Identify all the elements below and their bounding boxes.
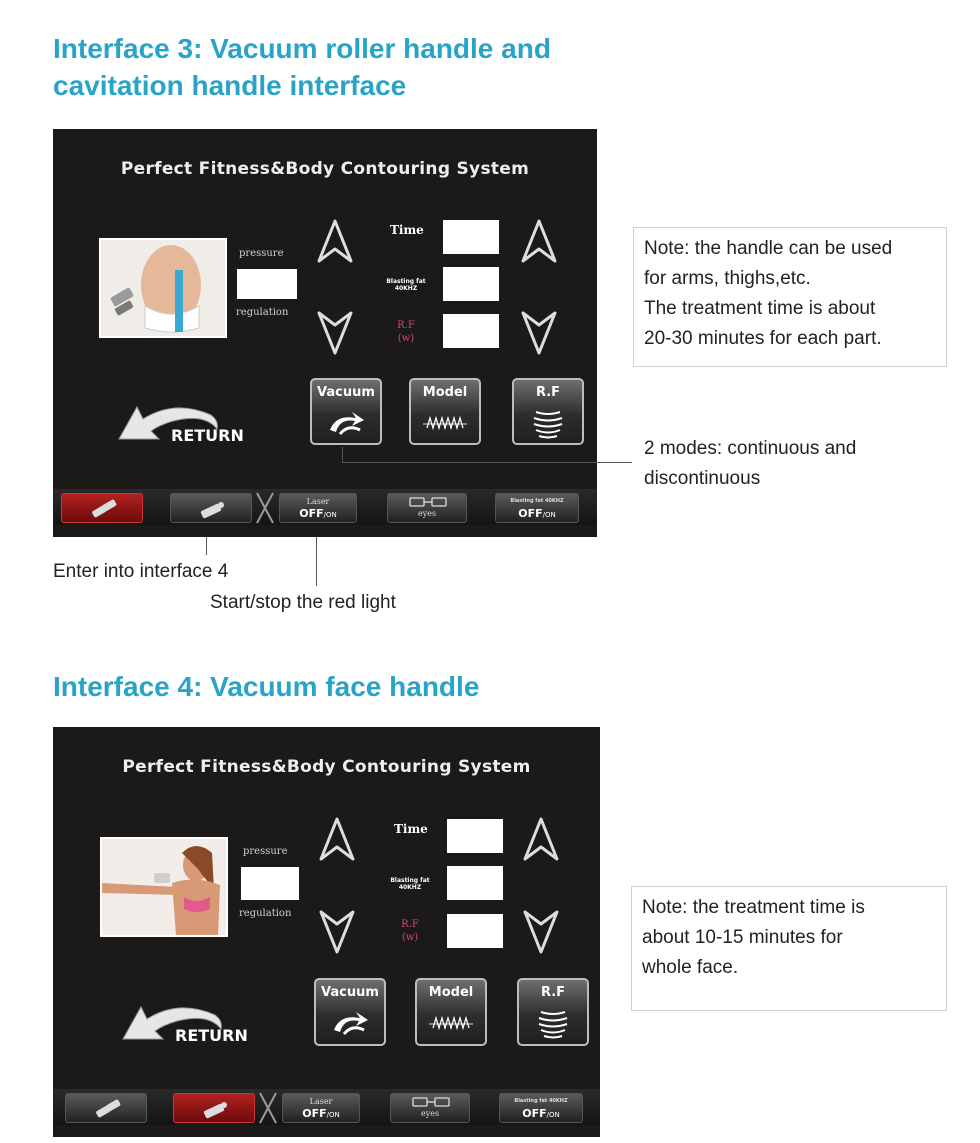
glasses-icon xyxy=(411,1097,451,1107)
pressure-up-arrow-icon[interactable] xyxy=(317,219,353,263)
pulse-wave-icon xyxy=(427,1014,475,1032)
rf-button[interactable] xyxy=(512,378,584,445)
bottom-bar xyxy=(53,489,597,525)
rf-power-label: R.F (w) xyxy=(401,919,419,943)
roller-handle-button[interactable] xyxy=(65,1093,147,1123)
vacuum-swirl-icon xyxy=(326,410,366,436)
blasting-fat-state: OFF/ON xyxy=(518,507,556,520)
pressure-label: pressure xyxy=(243,846,288,857)
value-up-arrow-icon[interactable] xyxy=(523,817,559,861)
laser-label: Laser xyxy=(306,497,330,506)
face-photo-icon xyxy=(102,839,226,935)
rf-button[interactable] xyxy=(517,978,589,1046)
note-line: whole face. xyxy=(642,957,739,978)
connector-line xyxy=(206,537,207,555)
interface3-heading-line2: cavitation handle interface xyxy=(53,70,407,101)
blasting-fat-value-box xyxy=(447,866,503,900)
eyes-button[interactable] xyxy=(390,1093,470,1123)
annotation-line: discontinuous xyxy=(644,468,761,489)
note-line: about 10-15 minutes for xyxy=(642,927,843,948)
return-label[interactable]: RETURN xyxy=(171,426,244,445)
laser-state: OFF/ON xyxy=(302,1107,340,1120)
face-handle-icon xyxy=(199,499,227,519)
note-line: The treatment time is about xyxy=(644,298,876,319)
treatment-photo xyxy=(99,238,227,338)
interface3-note xyxy=(633,227,947,367)
separator-x-icon xyxy=(254,491,276,525)
note-line: 20-30 minutes for each part. xyxy=(644,328,882,349)
laser-state: OFF/ON xyxy=(299,507,337,520)
face-handle-button[interactable] xyxy=(170,493,252,523)
regulation-label: regulation xyxy=(239,908,292,919)
blasting-fat-toggle-button[interactable] xyxy=(499,1093,583,1123)
time-label: Time xyxy=(390,223,424,237)
eyes-label: eyes xyxy=(417,509,437,518)
pressure-label: pressure xyxy=(239,248,284,259)
red-light-annotation: Start/stop the red light xyxy=(210,592,396,613)
vacuum-button-label: Vacuum xyxy=(321,985,379,1000)
time-label: Time xyxy=(394,822,428,836)
modes-annotation xyxy=(644,434,856,494)
roller-handle-button[interactable] xyxy=(61,493,143,523)
blasting-fat-value-box xyxy=(443,267,499,301)
pulse-wave-icon xyxy=(421,414,469,432)
interface4-note xyxy=(631,886,947,1011)
value-up-arrow-icon[interactable] xyxy=(521,219,557,263)
annotation-line: 2 modes: continuous and xyxy=(644,438,857,459)
note-line: for arms, thighs,etc. xyxy=(644,268,811,289)
laser-toggle-button[interactable] xyxy=(279,493,357,523)
pressure-value-box xyxy=(241,867,299,900)
blasting-fat-label: Blasting fat 40KHZ xyxy=(390,877,430,891)
body-photo-icon xyxy=(101,240,225,336)
connector-line xyxy=(342,462,632,463)
eyes-button[interactable] xyxy=(387,493,467,523)
glasses-icon xyxy=(408,497,448,507)
value-down-arrow-icon[interactable] xyxy=(521,311,557,355)
laser-label: Laser xyxy=(309,1097,333,1106)
vacuum-button[interactable] xyxy=(314,978,386,1046)
pressure-value-box xyxy=(237,269,297,299)
vacuum-swirl-icon xyxy=(330,1010,370,1036)
laser-toggle-button[interactable] xyxy=(282,1093,360,1123)
time-value-box xyxy=(447,819,503,853)
model-button-label: Model xyxy=(422,385,468,400)
interface4-screen xyxy=(53,727,600,1137)
pressure-down-arrow-icon[interactable] xyxy=(319,910,355,954)
screen-title: Perfect Fitness&Body Contouring System xyxy=(120,159,530,179)
roller-handle-icon xyxy=(90,499,118,519)
eyes-label: eyes xyxy=(420,1109,440,1118)
screen-title: Perfect Fitness&Body Contouring System xyxy=(122,757,531,777)
blasting-fat-toggle-label: Blasting fat 40KHZ xyxy=(514,1098,568,1104)
rf-power-label: R.F (w) xyxy=(397,320,415,344)
return-label[interactable]: RETURN xyxy=(175,1026,248,1045)
rf-wave-icon xyxy=(533,1008,573,1040)
blasting-fat-toggle-button[interactable] xyxy=(495,493,579,523)
enter-interface4-annotation: Enter into interface 4 xyxy=(53,561,229,582)
model-button-label: Model xyxy=(428,985,474,1000)
value-down-arrow-icon[interactable] xyxy=(523,910,559,954)
rf-value-box xyxy=(447,914,503,948)
note-line: Note: the treatment time is xyxy=(642,897,865,918)
connector-line xyxy=(342,447,343,463)
separator-x-icon xyxy=(257,1091,279,1125)
model-button[interactable] xyxy=(415,978,487,1046)
treatment-photo xyxy=(100,837,228,937)
rf-button-label: R.F xyxy=(535,385,561,400)
interface3-screen xyxy=(53,129,597,537)
time-value-box xyxy=(443,220,499,254)
model-button[interactable] xyxy=(409,378,481,445)
rf-value-box xyxy=(443,314,499,348)
note-line: Note: the handle can be used xyxy=(644,238,893,259)
pressure-up-arrow-icon[interactable] xyxy=(319,817,355,861)
face-handle-icon xyxy=(202,1099,230,1119)
interface4-heading: Interface 4: Vacuum face handle xyxy=(53,671,480,702)
rf-button-label: R.F xyxy=(540,985,566,1000)
face-handle-button[interactable] xyxy=(173,1093,255,1123)
vacuum-button[interactable] xyxy=(310,378,382,445)
pressure-down-arrow-icon[interactable] xyxy=(317,311,353,355)
bottom-bar xyxy=(53,1089,600,1125)
blasting-fat-state: OFF/ON xyxy=(522,1107,560,1120)
interface3-heading-line1: Interface 3: Vacuum roller handle and xyxy=(53,33,551,64)
vacuum-button-label: Vacuum xyxy=(317,385,375,400)
blasting-fat-toggle-label: Blasting fat 40KHZ xyxy=(510,498,564,504)
blasting-fat-label: Blasting fat 40KHZ xyxy=(386,278,426,292)
regulation-label: regulation xyxy=(236,307,289,318)
roller-handle-icon xyxy=(94,1099,122,1119)
connector-line xyxy=(316,537,317,586)
rf-wave-icon xyxy=(528,408,568,440)
